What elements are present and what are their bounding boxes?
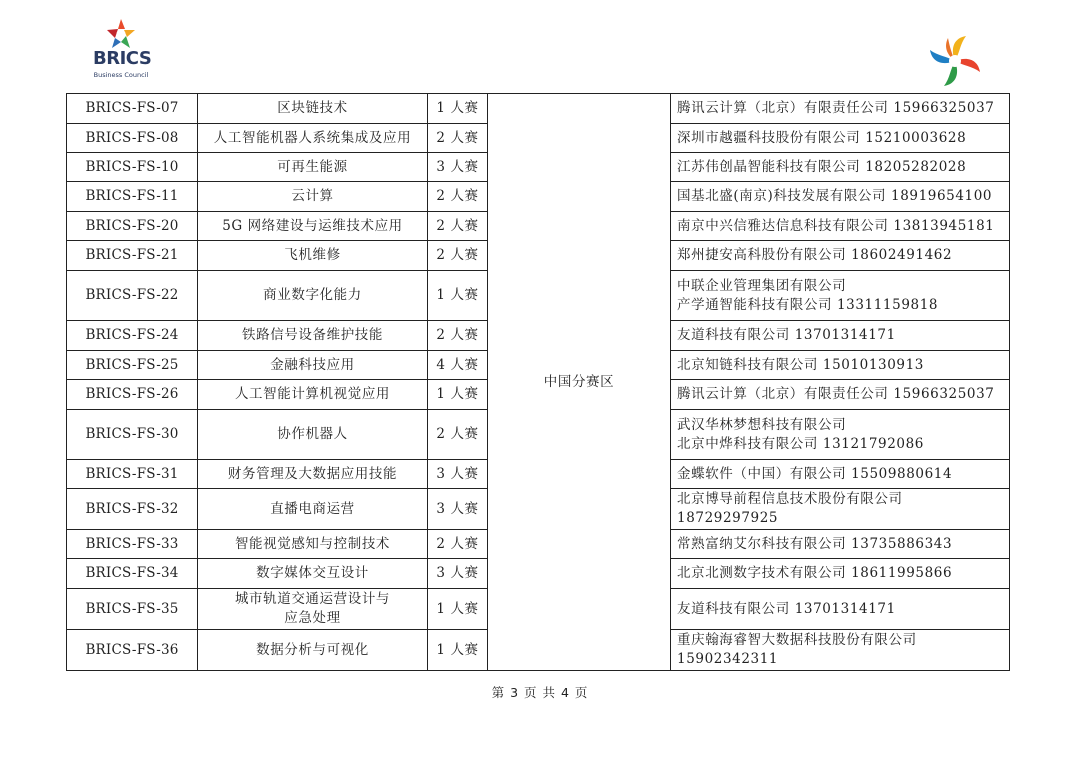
company-contact-line: 江苏伟创晶智能科技有限公司 18205282028 [677, 158, 967, 175]
company-contact-cell [671, 489, 1010, 530]
company-contact-cell [671, 241, 1010, 271]
company-contact-line: 18729297925 [677, 510, 779, 526]
logo-brand-text: BRICS [93, 48, 152, 69]
company-contact-cell [671, 589, 1010, 630]
event-type-cell: 1 人赛 [428, 380, 488, 410]
company-contact-line: 友道科技有限公司 13701314171 [677, 600, 896, 617]
company-contact-cell [671, 530, 1010, 559]
company-contact-line: 郑州捷安高科股份有限公司 18602491462 [677, 247, 953, 263]
event-type-cell: 2 人赛 [428, 182, 488, 212]
event-name-line: 区块链技术 [277, 100, 348, 116]
event-type-cell: 1 人赛 [428, 94, 488, 124]
company-contact-cell [671, 212, 1010, 241]
event-code-cell: BRICS-FS-33 [67, 530, 198, 559]
event-name-cell [198, 153, 428, 182]
company-contact-line: 深圳市越疆科技股份有限公司 15210003628 [677, 129, 967, 146]
company-contact-line: 常熟富纳艾尔科技有限公司 13735886343 [677, 535, 953, 552]
company-contact-line: 武汉华林梦想科技有限公司 [677, 416, 847, 433]
event-code-cell: BRICS-FS-32 [67, 489, 198, 530]
region-cell: 中国分赛区 [488, 94, 671, 671]
company-contact-line: 南京中兴信雅达信息科技有限公司 13813945181 [677, 217, 995, 234]
event-name-cell [198, 212, 428, 241]
table-row [67, 94, 1010, 124]
company-contact-line: 15902342311 [677, 651, 779, 667]
event-code-cell: BRICS-FS-35 [67, 589, 198, 630]
event-name-cell [198, 530, 428, 559]
event-name-line: 云计算 [291, 188, 334, 204]
event-name-cell [198, 559, 428, 589]
event-name-line: 财务管理及大数据应用技能 [227, 465, 398, 482]
event-code-cell: BRICS-FS-24 [67, 321, 198, 351]
event-type-cell: 2 人赛 [428, 530, 488, 559]
company-contact-line: 国基北盛(南京)科技发展有限公司 18919654100 [677, 188, 993, 204]
event-name-cell [198, 630, 428, 671]
event-code-cell: BRICS-FS-07 [67, 94, 198, 124]
company-contact-line: 中联企业管理集团有限公司 [677, 277, 847, 294]
event-type-cell: 3 人赛 [428, 489, 488, 530]
event-name-line: 数据分析与可视化 [256, 641, 369, 658]
company-contact-cell [671, 351, 1010, 380]
event-name-line: 直播电商运营 [270, 500, 355, 517]
event-name-cell [198, 241, 428, 271]
event-code-cell: BRICS-FS-34 [67, 559, 198, 589]
event-type-cell: 1 人赛 [428, 630, 488, 671]
event-type-cell: 3 人赛 [428, 559, 488, 589]
company-contact-cell [671, 321, 1010, 351]
competition-table [66, 93, 1010, 671]
event-name-cell [198, 271, 428, 321]
event-type-cell: 2 人赛 [428, 410, 488, 460]
event-name-cell [198, 460, 428, 489]
brics-pinwheel-icon [924, 30, 986, 92]
event-name-line: 5G 网络建设与运维技术应用 [222, 217, 403, 234]
company-contact-cell [671, 630, 1010, 671]
company-contact-cell [671, 271, 1010, 321]
event-name-line: 人工智能计算机视觉应用 [234, 386, 391, 402]
event-type-cell: 4 人赛 [428, 351, 488, 380]
event-name-cell [198, 94, 428, 124]
event-name-line: 金融科技应用 [270, 356, 355, 373]
company-contact-cell [671, 94, 1010, 124]
event-code-cell: BRICS-FS-22 [67, 271, 198, 321]
event-name-cell [198, 321, 428, 351]
event-name-line: 铁路信号设备维护技能 [242, 327, 383, 343]
brics-star-icon [105, 18, 137, 50]
page-number: 第 3 页 共 4 页 [491, 685, 589, 700]
logo-subtitle: Business Council [93, 71, 149, 79]
event-code-cell: BRICS-FS-25 [67, 351, 198, 380]
company-contact-line: 北京中烨科技有限公司 13121792086 [677, 435, 924, 452]
event-code-cell: BRICS-FS-08 [67, 124, 198, 153]
company-contact-line: 腾讯云计算（北京）有限责任公司 15966325037 [677, 386, 995, 402]
company-contact-cell [671, 124, 1010, 153]
event-type-cell: 2 人赛 [428, 124, 488, 153]
company-contact-line: 重庆翰海睿智大数据科技股份有限公司 [677, 632, 917, 648]
event-name-cell [198, 589, 428, 630]
event-name-cell [198, 124, 428, 153]
company-contact-cell [671, 559, 1010, 589]
event-code-cell: BRICS-FS-11 [67, 182, 198, 212]
event-name-line: 智能视觉感知与控制技术 [234, 535, 391, 552]
event-name-line: 协作机器人 [277, 426, 348, 442]
event-type-cell: 2 人赛 [428, 212, 488, 241]
company-contact-line: 北京北测数字技术有限公司 18611995866 [677, 565, 953, 581]
event-type-cell: 1 人赛 [428, 271, 488, 321]
event-name-cell [198, 182, 428, 212]
event-name-line: 人工智能机器人系统集成及应用 [213, 129, 412, 146]
company-contact-cell [671, 380, 1010, 410]
event-name-line: 数字媒体交互设计 [256, 565, 369, 581]
event-name-line: 飞机维修 [284, 247, 341, 263]
event-type-cell: 2 人赛 [428, 241, 488, 271]
event-name-cell [198, 380, 428, 410]
company-contact-cell [671, 182, 1010, 212]
event-type-cell: 1 人赛 [428, 589, 488, 630]
event-name-line: 商业数字化能力 [263, 287, 362, 303]
event-code-cell: BRICS-FS-36 [67, 630, 198, 671]
event-name-line: 可再生能源 [277, 158, 348, 175]
company-contact-cell [671, 153, 1010, 182]
event-code-cell: BRICS-FS-20 [67, 212, 198, 241]
event-name-cell [198, 351, 428, 380]
event-type-cell: 2 人赛 [428, 321, 488, 351]
event-code-cell: BRICS-FS-21 [67, 241, 198, 271]
company-contact-line: 北京知链科技有限公司 15010130913 [677, 356, 924, 373]
event-code-cell: BRICS-FS-10 [67, 153, 198, 182]
company-contact-line: 腾讯云计算（北京）有限责任公司 15966325037 [677, 100, 995, 116]
event-name-cell [198, 410, 428, 460]
company-contact-cell [671, 460, 1010, 489]
event-code-cell: BRICS-FS-30 [67, 410, 198, 460]
brics-business-council-logo [93, 18, 152, 86]
event-name-line: 城市轨道交通运营设计与 [234, 591, 391, 607]
event-type-cell: 3 人赛 [428, 153, 488, 182]
company-contact-line: 友道科技有限公司 13701314171 [677, 327, 896, 343]
company-contact-line: 北京博导前程信息技术股份有限公司 [677, 491, 903, 507]
company-contact-line: 金蝶软件（中国）有限公司 15509880614 [677, 465, 953, 482]
event-name-cell [198, 489, 428, 530]
company-contact-line: 产学通智能科技有限公司 13311159818 [677, 296, 939, 313]
event-type-cell: 3 人赛 [428, 460, 488, 489]
event-code-cell: BRICS-FS-31 [67, 460, 198, 489]
company-contact-cell [671, 410, 1010, 460]
event-code-cell: BRICS-FS-26 [67, 380, 198, 410]
event-name-line: 应急处理 [284, 610, 341, 626]
